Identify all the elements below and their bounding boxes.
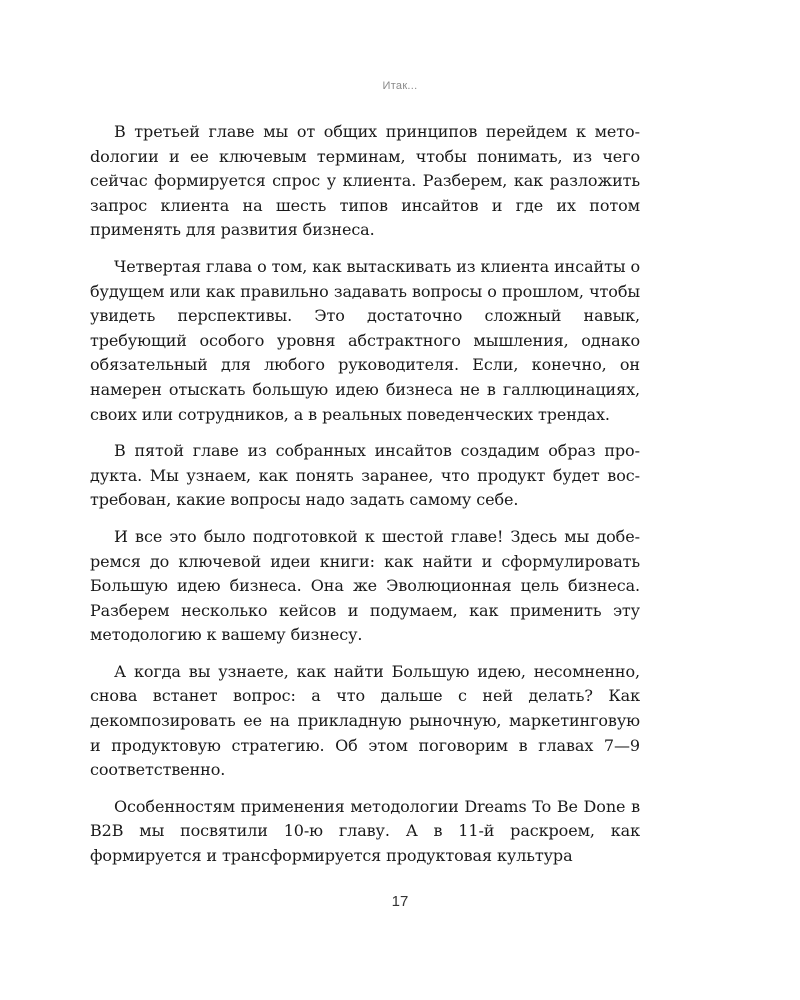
paragraph-chapter-6: И все это было подготовкой к шестой главе! Здесь мы доберемся до ключевой идеи книги: как найти и сформулировать Большую идею бизнеса. Она же Эволюционная цель бизнеса. Разберем несколько кейсов и подумаем, как применить эту методологию к вашему бизнесу. xyxy=(90,526,640,645)
paragraph-chapter-4: Четвертая глава о том, как вытаскивать из клиента инсайты о будущем или как правильно задавать вопросы о прошлом, чтобы увидеть перспективы. Это достаточно сложный навык, требующий особого уровня абстрактного мышления, однако обязательный для любого руководителя. Если, конечно, он намерен отыскать большую идею бизнеса не в галлюцинациях, своих или сотрудников, а в реальных поведенческих трендах. xyxy=(90,256,640,424)
paragraph-chapters-7-9: А когда вы узнаете, как найти Большую идею, несомненно, снова встанет вопрос: а что дальше с ней делать? Как декомпозировать ее на прикладную рыночную, маркетинговую и продуктовую стратегию. Об этом поговорим в главах 7—9 соответственно. xyxy=(90,661,640,780)
paragraph-chapter-5: В пятой главе из собранных инсайтов создадим образ продукта. Мы узнаем, как понять заранее, что продукт будет востребован, какие вопросы надо задать самому себе. xyxy=(90,441,640,510)
running-head: Итак... xyxy=(382,80,418,92)
body-text xyxy=(90,120,640,881)
paragraph-chapter-3: В третьей главе мы от общих принципов перейдем к метоdологии и ее ключевым терминам, чтобы понимать, из чего сейчас формируется спрос у клиента. Разберем, как разложить запрос клиента на шесть типов инсайтов и где их потом применять для развития бизнеса. xyxy=(90,122,640,240)
page-number: 17 xyxy=(391,893,409,910)
paragraph-chapters-10-11: Особенностям применения методологии Dreams To Be Done в B2B мы посвятили 10-ю главу. А в 11-й раскроем, как формируется и трансформируется продуктовая культура xyxy=(90,796,640,866)
